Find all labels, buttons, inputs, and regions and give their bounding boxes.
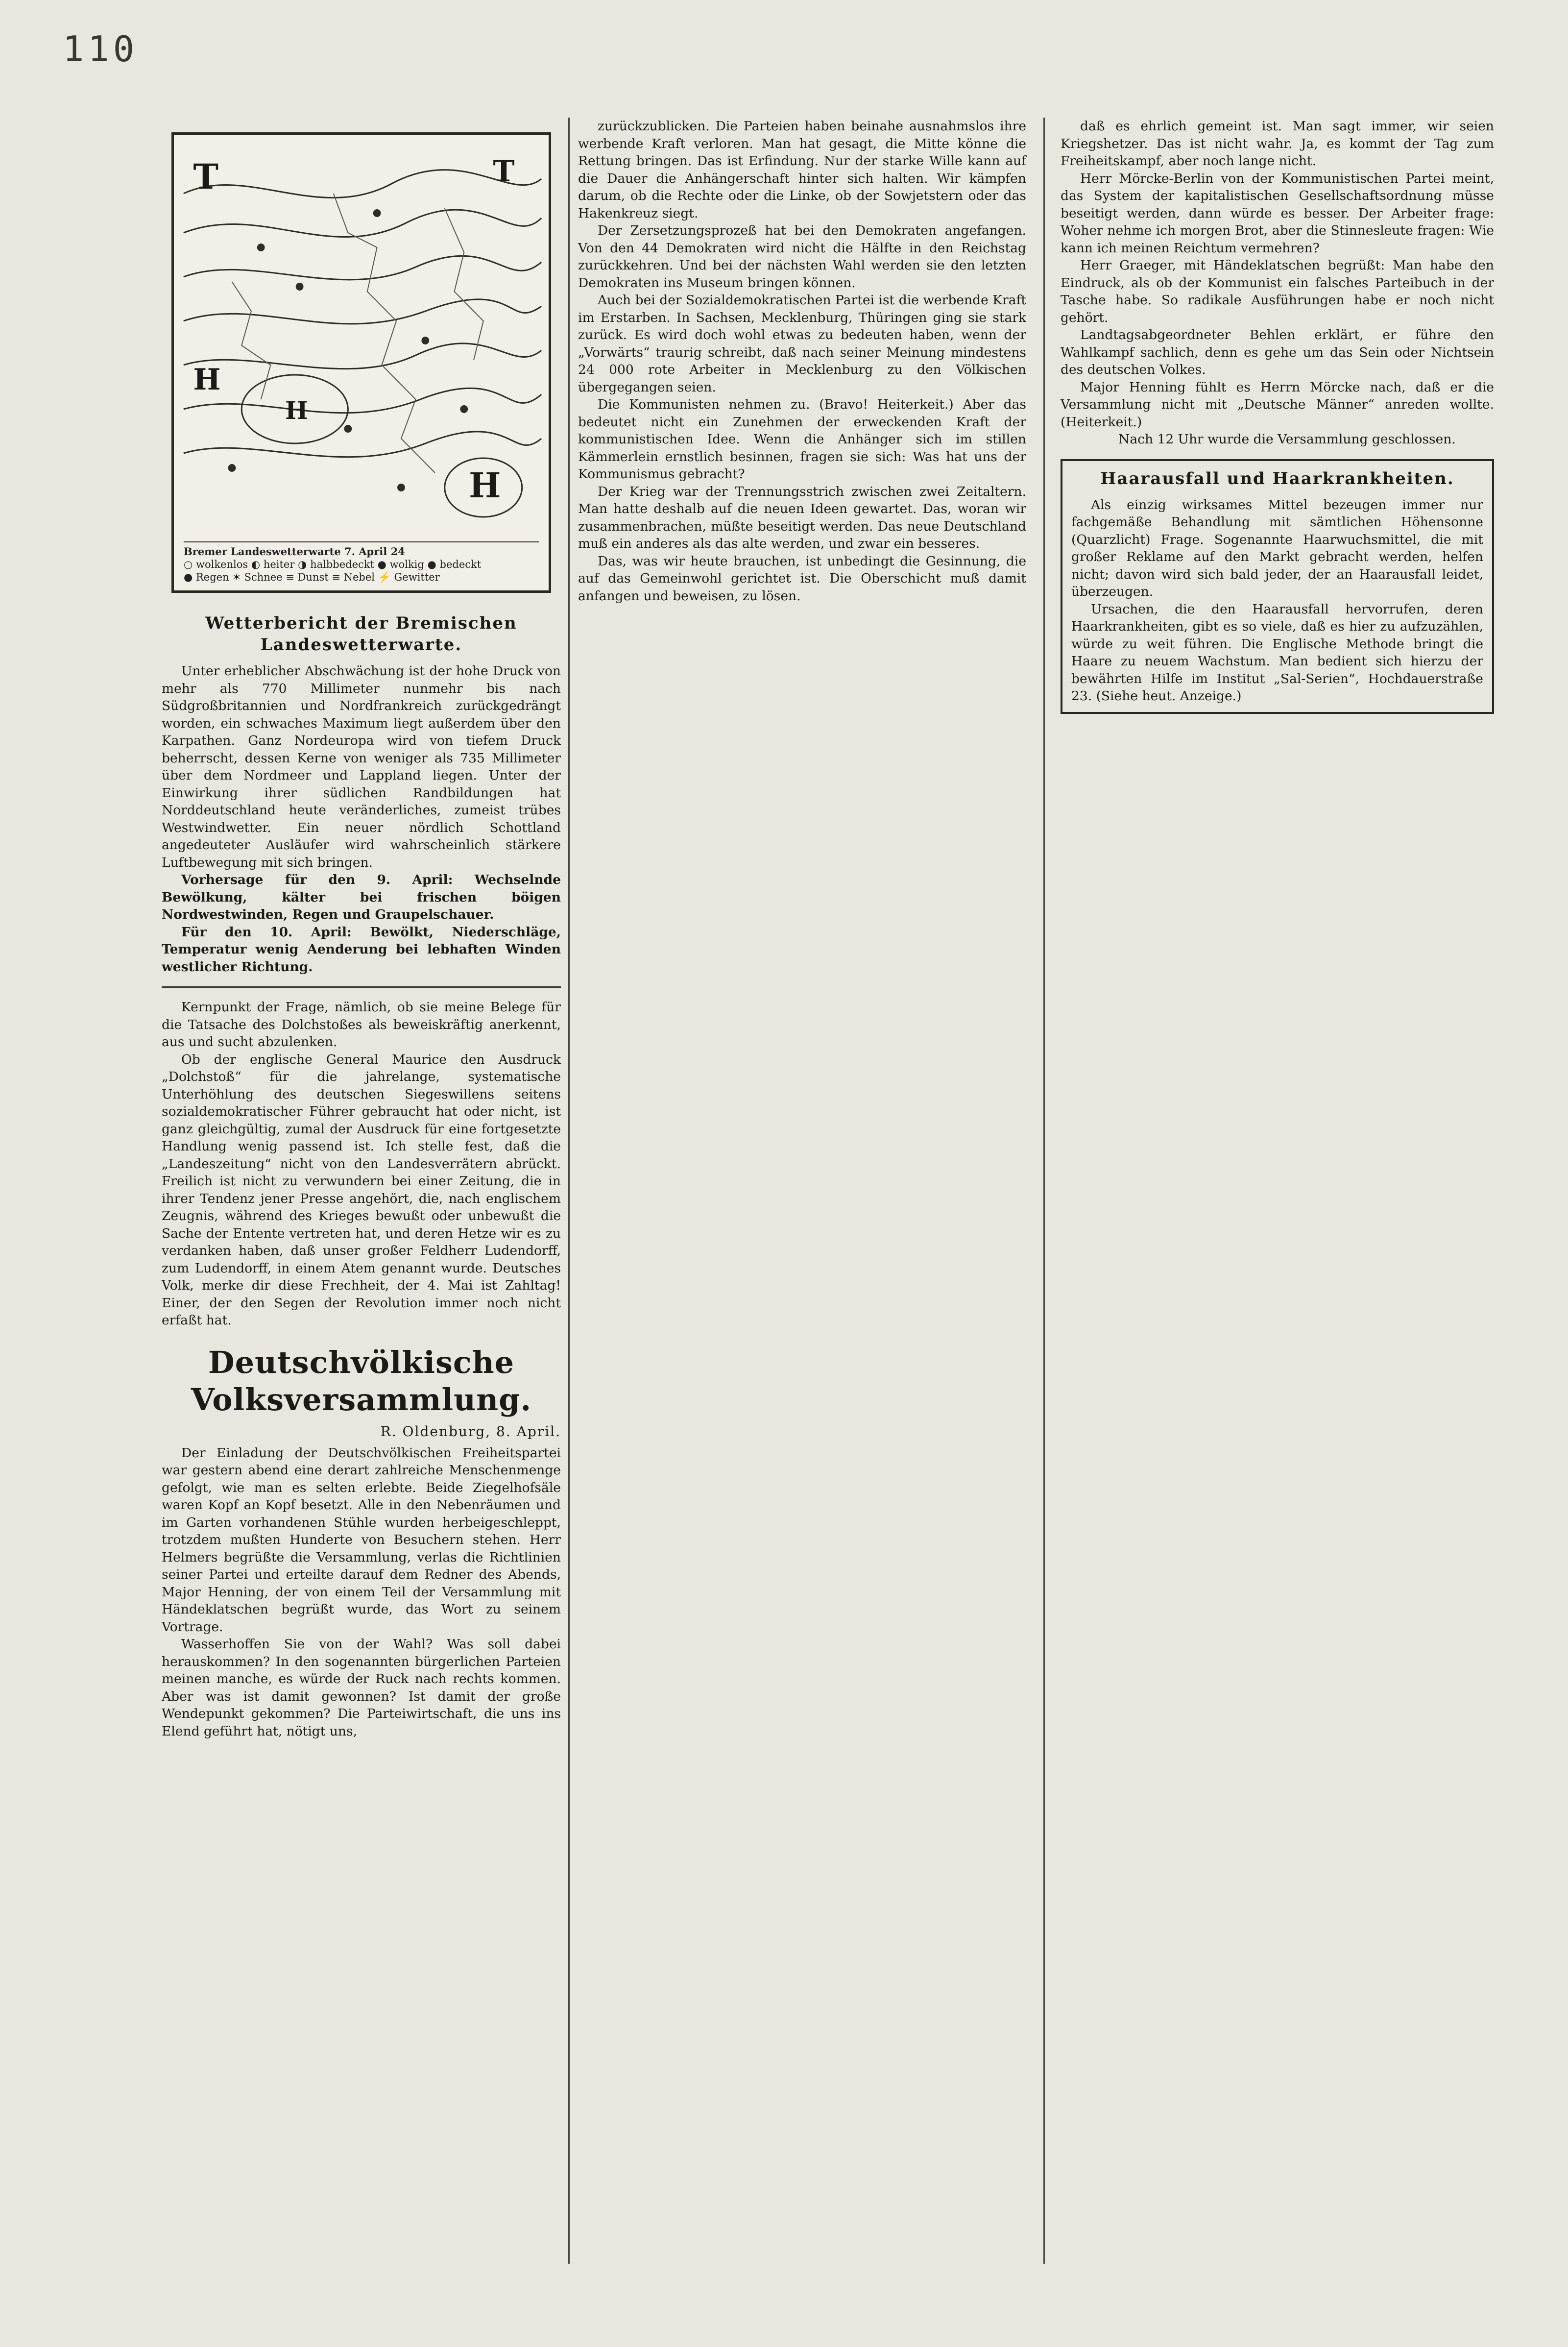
assembly-dateline: R. Oldenburg, 8. April. <box>380 1423 561 1440</box>
col2-article <box>578 118 1026 605</box>
weather-headline: Wetterbericht der Bremischen Landeswetterwarte. <box>205 613 517 655</box>
article-closing: Nach 12 Uhr wurde die Versammlung geschlossen. <box>1118 432 1456 447</box>
pressure-label: H <box>193 362 221 397</box>
weather-forecast: Vorhersage für den 9. April: Wechselnde Bewölkung, kälter bei frischen böigen Nordwestwinden, Regen und Graupelschauer. <box>162 872 561 922</box>
article-paragraph: Herr Mörcke-Berlin von der Kommunistischen Partei meint, das System der kapitalistischen Gesellschaftsordnung müsse beseitigt werden, dann würde es besser. Der Arbeiter frage: Woher nehme ich morgen Brot, aber die Stinnesleute fragen: Wie kann ich meinen Reichtum vermehren? <box>1061 171 1494 256</box>
article-paragraph: zurückzublicken. Die Parteien haben beinahe ausnahmslos ihre werbende Kraft verloren. Man hat gesagt, die Mitte könne die Rettung bringen. Das ist Erfindung. Nur der starke Wille kann auf die Dauer die Anhängerschaft hinter sich halten. Wir kämpfen darum, ob die Rechte oder die Linke, ob der Sowjetstern oder das Hakenkreuz siegt. <box>578 119 1026 221</box>
article-paragraph: Der Krieg war der Trennungsstrich zwischen zwei Zeitaltern. Man hatte deshalb auf die neuen Ideen gewartet. Das, woran wir zusammenbrachen, müßte beseitigt werden. Das neue Deutschland muß ein anderes als das alte werden, und zwar ein besseres. <box>578 484 1026 551</box>
col1-article <box>162 999 561 1329</box>
pressure-label: T <box>193 157 218 197</box>
weather-forecast: Für den 10. April: Bewölkt, Niederschläge, Temperatur wenig Aenderung bei lebhaften Winden westlicher Richtung. <box>162 924 561 975</box>
column-divider <box>568 118 570 2264</box>
column-3 <box>1061 118 1494 714</box>
pressure-label: T <box>493 154 515 189</box>
article-paragraph: Der Zersetzungsprozeß hat bei den Demokraten angefangen. Von den 44 Demokraten wird nicht die Hälfte in den Reichstag zurückkehren. Und bei der nächsten Wahl werden sie den letzten Demokraten ins Museum bringen können. <box>578 223 1026 291</box>
article-paragraph: Major Henning fühlt es Herrn Mörcke nach, daß er die Versammlung nicht mit „Deutsche Männer“ anreden wollte. (Heiterkeit.) <box>1061 379 1494 430</box>
column-2 <box>578 118 1026 605</box>
article-paragraph: Ob der englische General Maurice den Ausdruck „Dolchstoß“ für die jahrelange, systematische Unterhöhlung des deutschen Siegeswillens seitens sozialdemokratischer Führer gebraucht hat oder nicht, ist ganz gleichgültig, zumal der Ausdruck für eine fortgesetzte Handlung wenig passend ist. Ich stelle fest, daß die „Landeszeitung“ nicht von den Landesverrätern abrückt. Freilich ist nicht zu verwundern bei einer Zeitung, die in ihrer Tendenz jener Presse angehört, die, nach englischem Zeugnis, während des Krieges bewußt oder unbewußt die Sache der Entente vertreten hat, und deren Hetze wir es zu verdanken haben, daß unser großer Feldherr Ludendorff, zum Ludendorff, in einem Atem genannt wurde. Deutsches Volk, merke dir diese Frechheit, der 4. Mai ist Zahltag! Einer, der den Segen der Revolution immer noch nicht erfaßt hat. <box>162 1051 561 1328</box>
map-legend-title: Bremer Landeswetterwarte 7. April 24 <box>184 545 405 558</box>
section-rule <box>162 986 561 988</box>
assembly-article <box>162 1444 561 1740</box>
ad-headline: Haarausfall und Haarkrankheiten. <box>1100 468 1454 489</box>
column-divider <box>1043 118 1045 2264</box>
ad-paragraph: Ursachen, die den Haarausfall hervorrufen, deren Haarkrankheiten, gibt es so viele, daß es hier zu aufzuzählen, würde zu weit führen. Die Englische Methode bringt die Haare zu neuem Wachstum. Man bedient sich hierzu der bewährten Hilfe im Institut „Sal-Serien“, Hochdauerstraße 23. (Siehe heut. Anzeige.) <box>1071 601 1483 704</box>
map-legend-precipitation: ● Regen ✶ Schnee ≡ Dunst ≡ Nebel ⚡ Gewitter <box>184 571 440 583</box>
ad-body <box>1071 496 1483 705</box>
weather-report <box>162 662 561 976</box>
article-paragraph: Herr Graeger, mit Händeklatschen begrüßt: Man habe den Eindruck, als ob der Kommunist ein falsches Parteibuch in der Tasche habe. So radikale Ausführungen habe er noch nicht gehört. <box>1061 258 1494 325</box>
col3-article <box>1061 118 1494 448</box>
weather-map <box>171 132 551 593</box>
ad-paragraph: Als einzig wirksames Mittel bezeugen immer nur fachgemäße Behandlung mit sämtlichen Höhensonne (Quarzlicht) Frage. Sogenannte Haarwuchsmittel, die mit großer Reklame auf den Markt gebracht werden, helfen nicht; davon wird sich bald jeder, der an Haarausfall leidet, überzeugen. <box>1071 497 1483 599</box>
assembly-headline: Deutschvölkische Volksversammlung. <box>191 1344 532 1418</box>
map-legend <box>184 541 539 584</box>
pressure-label: H <box>469 465 501 506</box>
weather-paragraph: Unter erheblicher Abschwächung ist der hohe Druck von mehr als 770 Millimeter nunmehr bis nach Südgroßbritannien und Nordfrankreich zurückgedrängt worden, ein schwaches Maximum liegt außerdem über den Karpathen. Ganz Nordeuropa wird von tiefem Druck beherrscht, dessen Kerne von weniger als 735 Millimeter über dem Nordmeer und Lappland liegen. Unter der Einwirkung ihrer südlichen Randbildungen hat Norddeutschland heute veränderliches, zumeist trübes Westwindwetter. Ein neuer nördlich Schottland angedeuteter Ausläufer wird wahrscheinlich stärkere Luftbewegung mit sich bringen. <box>162 663 561 870</box>
hair-advertisement <box>1061 459 1494 714</box>
article-paragraph: Auch bei der Sozialdemokratischen Partei ist die werbende Kraft im Erstarben. In Sachsen, Mecklenburg, Thüringen ging sie stark zurück. Es wird doch wohl etwas zu bedeuten haben, wenn der „Vorwärts“ traurig schreibt, daß nach seiner Meinung mindestens 24 000 rote Arbeiter in Mecklenburg zu den Völkischen übergegangen seien. <box>578 293 1026 395</box>
column-1 <box>162 118 561 1740</box>
isobar-map-graphic <box>174 135 549 590</box>
article-paragraph: Landtagsabgeordneter Behlen erklärt, er führe den Wahlkampf sachlich, denn es gehe um das Sein oder Nichtsein des deutschen Volkes. <box>1061 327 1494 377</box>
article-paragraph: Die Kommunisten nehmen zu. (Bravo! Heiterkeit.) Aber das bedeutet nicht ein Zunehmen der erweckenden Kraft der kommunistischen Idee. Wenn die Anhänger sich im stillen Kämmerlein ernstlich besinnen, fragen sie sich: Was hat uns der Kommunismus gebracht? <box>578 397 1026 482</box>
article-paragraph: Kernpunkt der Frage, nämlich, ob sie meine Belege für die Tatsache des Dolchstoßes als beweiskräftig anerkennt, aus und sucht abzulenken. <box>162 1000 561 1050</box>
article-paragraph: Der Einladung der Deutschvölkischen Freiheitspartei war gestern abend eine derart zahlreiche Menschenmenge gefolgt, wie man es selten erlebte. Beide Ziegelhofsäle waren Kopf an Kopf besetzt. Alle in den Nebenräumen und im Garten vorhandenen Stühle wurden herbeigeschleppt, trotzdem mußten Hunderte von Besuchern stehen. Herr Helmers begrüßte die Versammlung, verlas die Richtlinien seiner Partei und erteilte darauf dem Redner des Abends, Major Henning, der von einem Teil der Versammlung mit Händeklatschen begrüßt wurde, das Wort zu seinem Vortrage. <box>162 1445 561 1635</box>
article-paragraph: daß es ehrlich gemeint ist. Man sagt immer, wir seien Kriegshetzer. Das ist nicht wahr. Ja, es kommt der Tag zum Freiheitskampf, aber noch lange nicht. <box>1061 119 1494 169</box>
article-paragraph: Wasserhoffen Sie von der Wahl? Was soll dabei herauskommen? In den sogenannten bürgerlichen Parteien meinen manche, es würde der Ruck nach rechts kommen. Aber was ist damit gewonnen? Ist damit der große Wendepunkt gekommen? Die Parteiwirtschaft, die uns ins Elend geführt hat, nötigt uns, <box>162 1637 561 1739</box>
page-number: 110 <box>63 28 139 70</box>
pressure-label: H <box>285 395 308 425</box>
article-paragraph: Das, was wir heute brauchen, ist unbedingt die Gesinnung, die auf das Gemeinwohl gerichtet ist. Die Oberschicht muß damit anfangen und beweisen, zu lösen. <box>578 553 1026 604</box>
map-legend-symbols: ○ wolkenlos ◐ heiter ◑ halbbedeckt ● wolkig ● bedeckt <box>184 559 482 570</box>
